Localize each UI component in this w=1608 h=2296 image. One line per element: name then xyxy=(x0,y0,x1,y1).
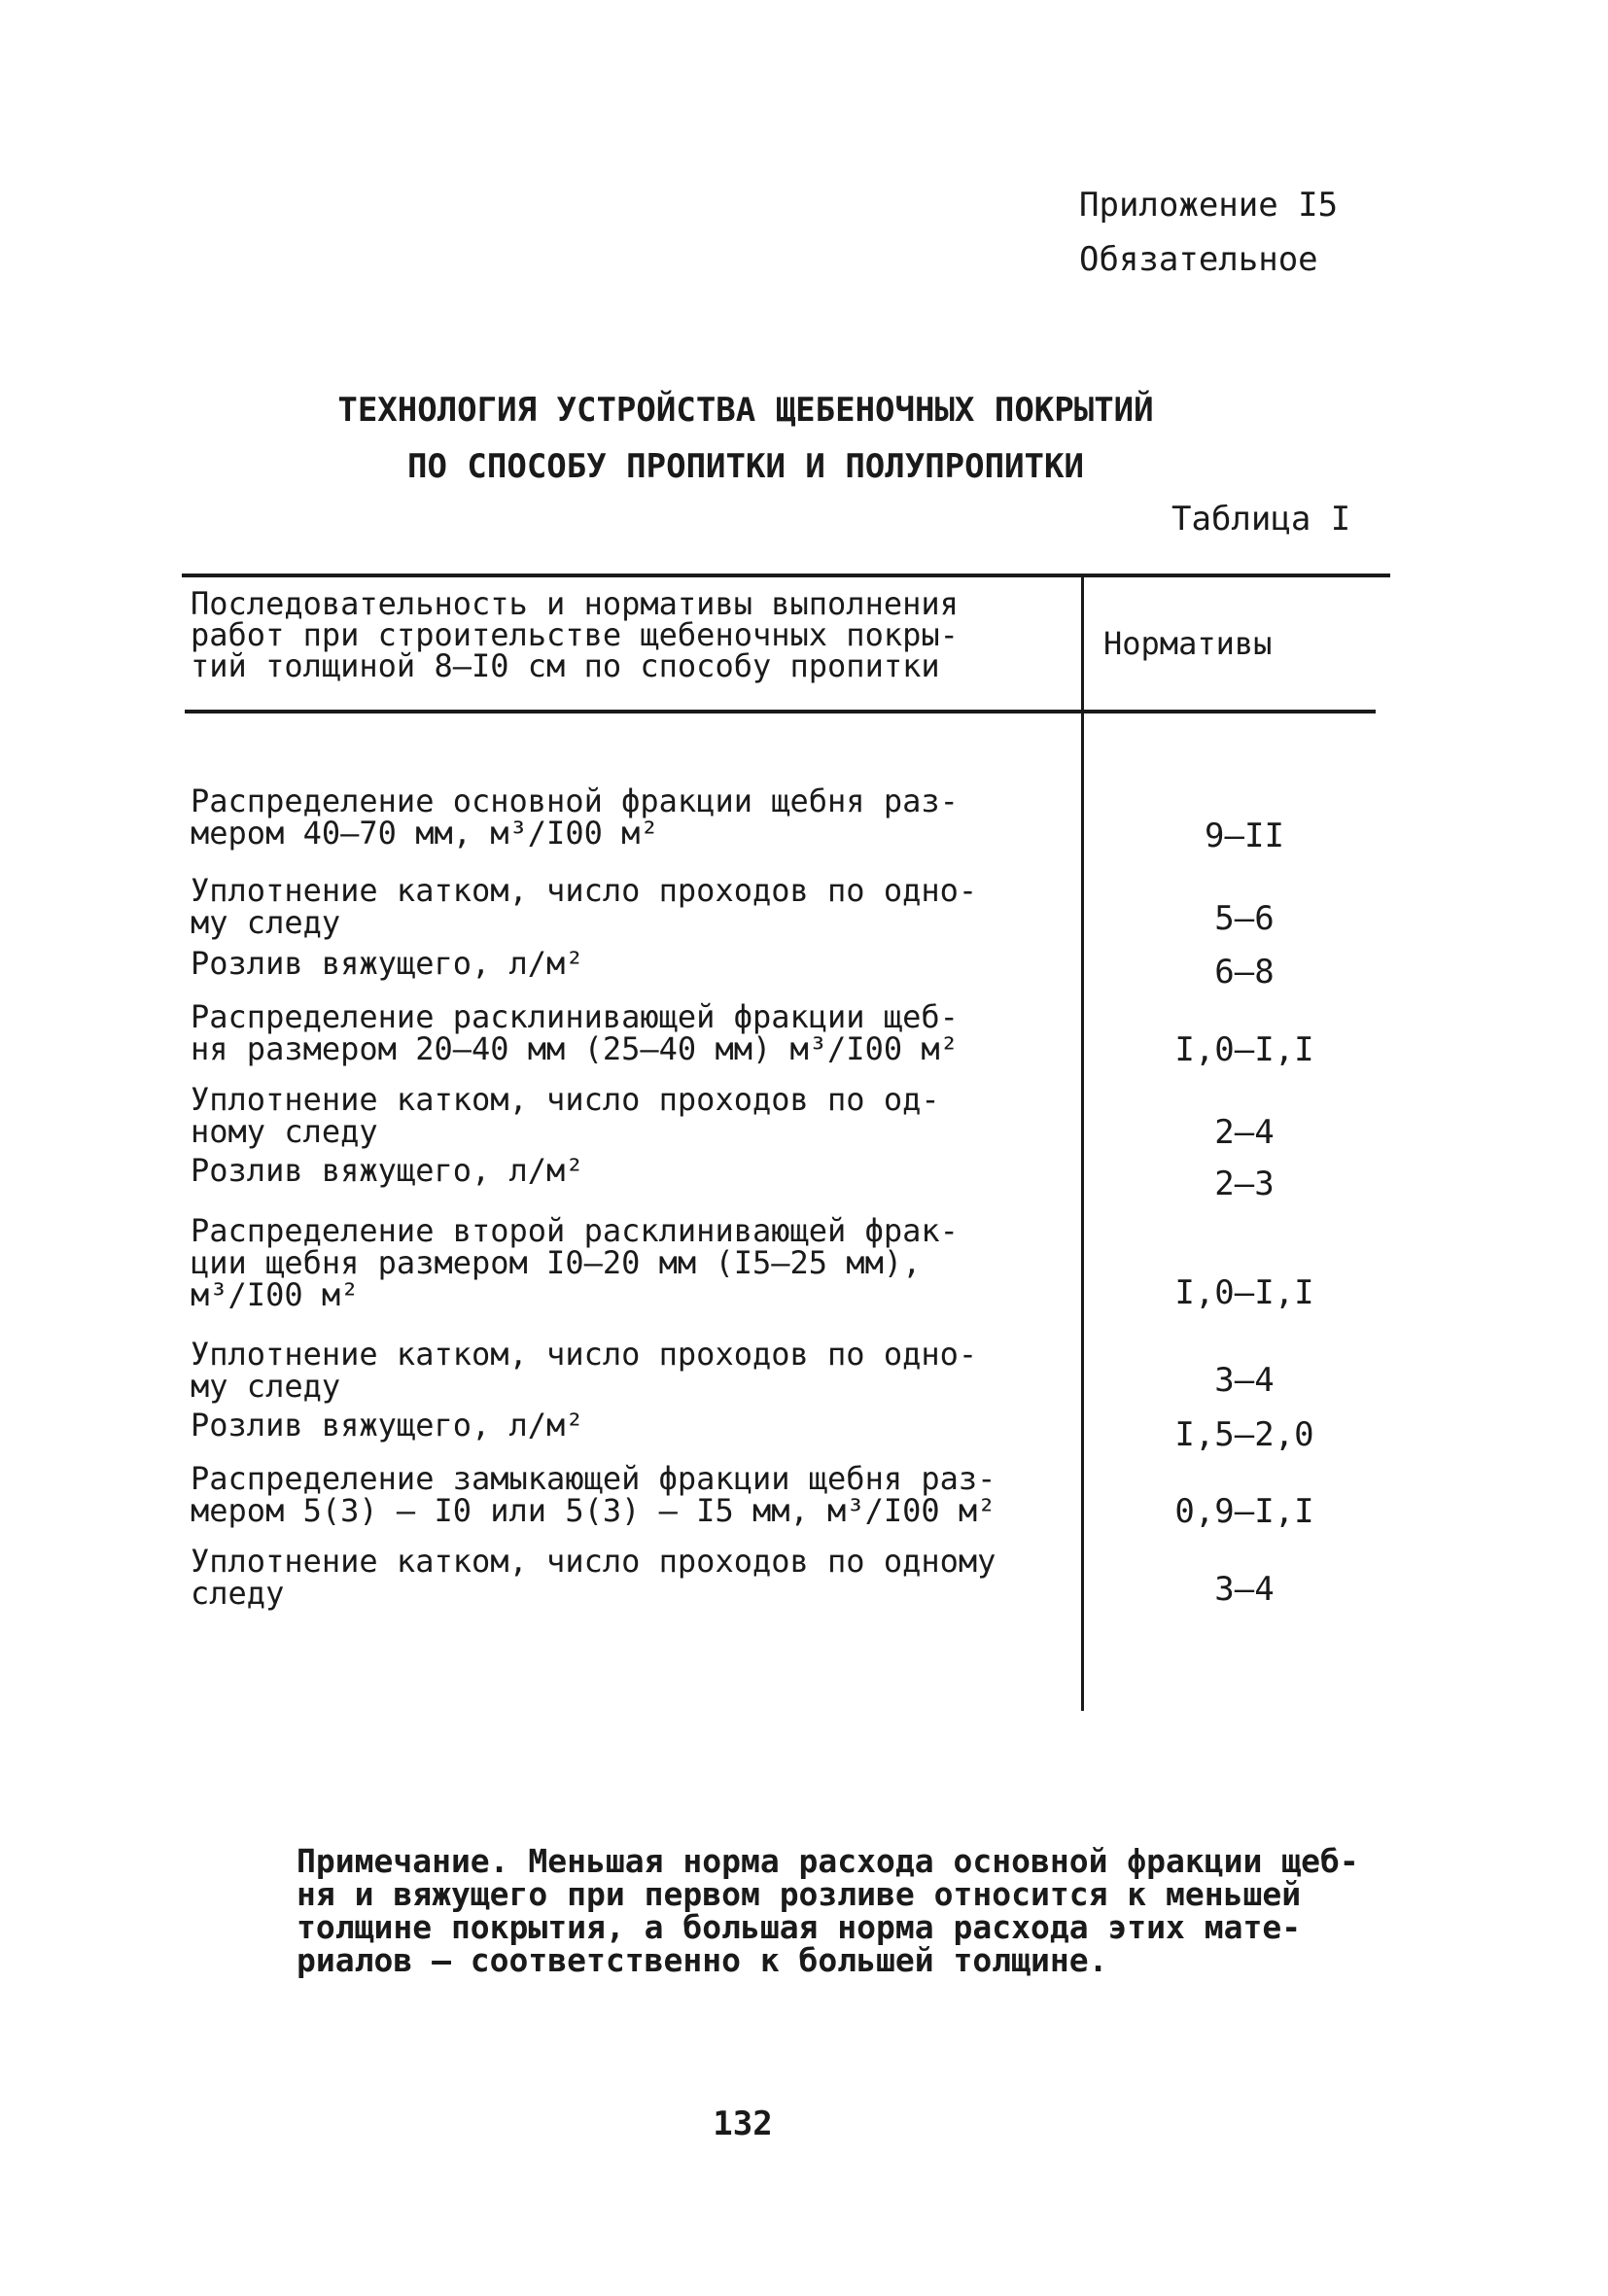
table-row-description xyxy=(191,1543,1070,1612)
row-line: му следу xyxy=(191,904,341,941)
header-line: Последовательность и нормативы выполнения xyxy=(191,585,959,622)
row-line: мером 5(3) – I0 или 5(3) – I5 мм, м³/I00 м² xyxy=(191,1492,996,1529)
table-row-description xyxy=(191,1336,1070,1405)
appendix-label xyxy=(1079,178,1338,287)
row-line: Розлив вяжущего, л/м² xyxy=(191,1152,584,1189)
header-line: работ при строительстве щебеночных покры- xyxy=(191,616,959,653)
table-row-description xyxy=(191,1212,1070,1313)
table-row-norm: I,0–I,I xyxy=(1174,1030,1314,1069)
table-row-norm: 3–4 xyxy=(1214,1361,1275,1400)
table-row-norm: 2–3 xyxy=(1214,1165,1275,1203)
title-line-2: ПО СПОСОБУ ПРОПИТКИ И ПОЛУПРОПИТКИ xyxy=(407,447,1084,486)
appendix-status: Обязательное xyxy=(1079,240,1318,279)
table-row-norm: I,0–I,I xyxy=(1174,1273,1314,1312)
table-header-norms: Нормативы xyxy=(1103,625,1273,662)
row-line: ному следу xyxy=(191,1113,378,1150)
table-row-norm: 9–II xyxy=(1205,817,1284,855)
note-line: толщине покрытия, а большая норма расхода этих мате- xyxy=(297,1908,1302,1946)
note-line: ня и вяжущего при первом розливе относится к меньшей xyxy=(297,1875,1302,1913)
table-header-description xyxy=(191,585,1056,684)
table-row-norm: I,5–2,0 xyxy=(1174,1415,1314,1454)
note-block xyxy=(297,1842,1359,1979)
table-row-norm: 6–8 xyxy=(1214,953,1275,991)
row-line: ня размером 20–40 мм (25–40 мм) м³/I00 м² xyxy=(191,1030,959,1067)
table-row-description xyxy=(191,872,1070,941)
page-number-text: 132 xyxy=(713,2105,773,2143)
table-row-norm: 0,9–I,I xyxy=(1174,1492,1314,1531)
row-line: Распределение расклинивающей фракции щеб- xyxy=(191,998,959,1035)
row-line: м³/I00 м² xyxy=(191,1276,360,1313)
table-top-rule xyxy=(182,574,1390,577)
row-line: му следу xyxy=(191,1368,341,1405)
row-line: Уплотнение катком, число проходов по од- xyxy=(191,1081,940,1118)
document-title xyxy=(0,382,1608,495)
table-row-description xyxy=(191,945,1070,982)
table-row-description xyxy=(191,785,1070,850)
table-column-divider xyxy=(1081,574,1084,1711)
table-row-description xyxy=(191,1081,1070,1150)
row-line: следу xyxy=(191,1575,285,1612)
row-line: Распределение замыкающей фракции щебня раз- xyxy=(191,1460,996,1497)
row-line: Распределение второй расклинивающей фрак- xyxy=(191,1212,959,1249)
row-line: ции щебня размером I0–20 мм (I5–25 мм), xyxy=(191,1244,922,1281)
table-label: Таблица I xyxy=(1171,500,1351,539)
note-line: риалов – соответственно к большей толщине. xyxy=(297,1941,1108,1979)
row-line: Розлив вяжущего, л/м² xyxy=(191,945,584,982)
title-line-1: ТЕХНОЛОГИЯ УСТРОЙСТВА ЩЕБЕНОЧНЫХ ПОКРЫТИЙ xyxy=(337,391,1154,430)
page-number xyxy=(0,2105,1608,2143)
row-line: Уплотнение катком, число проходов по одно- xyxy=(191,1336,978,1373)
table-header-rule xyxy=(185,710,1376,713)
row-line: Распределение основной фракции щебня раз- xyxy=(191,783,959,819)
header-line: тий толщиной 8–I0 см по способу пропитки xyxy=(191,647,940,684)
table-row-norm: 3–4 xyxy=(1214,1570,1275,1609)
table-row-description xyxy=(191,998,1070,1067)
table-row-description xyxy=(191,1409,1070,1442)
row-line: Уплотнение катком, число проходов по одному xyxy=(191,1543,996,1580)
row-line: Розлив вяжущего, л/м² xyxy=(191,1407,584,1444)
table-row-description xyxy=(191,1460,1070,1529)
row-line: Уплотнение катком, число проходов по одно- xyxy=(191,872,978,909)
table-row-norm: 5–6 xyxy=(1214,899,1275,938)
appendix-number: Приложение I5 xyxy=(1079,186,1339,225)
table-row-norm: 2–4 xyxy=(1214,1113,1275,1152)
row-line: мером 40–70 мм, м³/I00 м² xyxy=(191,815,659,852)
table-row-description xyxy=(191,1152,1070,1189)
note-line: Примечание. Меньшая норма расхода основной фракции щеб- xyxy=(297,1842,1359,1880)
